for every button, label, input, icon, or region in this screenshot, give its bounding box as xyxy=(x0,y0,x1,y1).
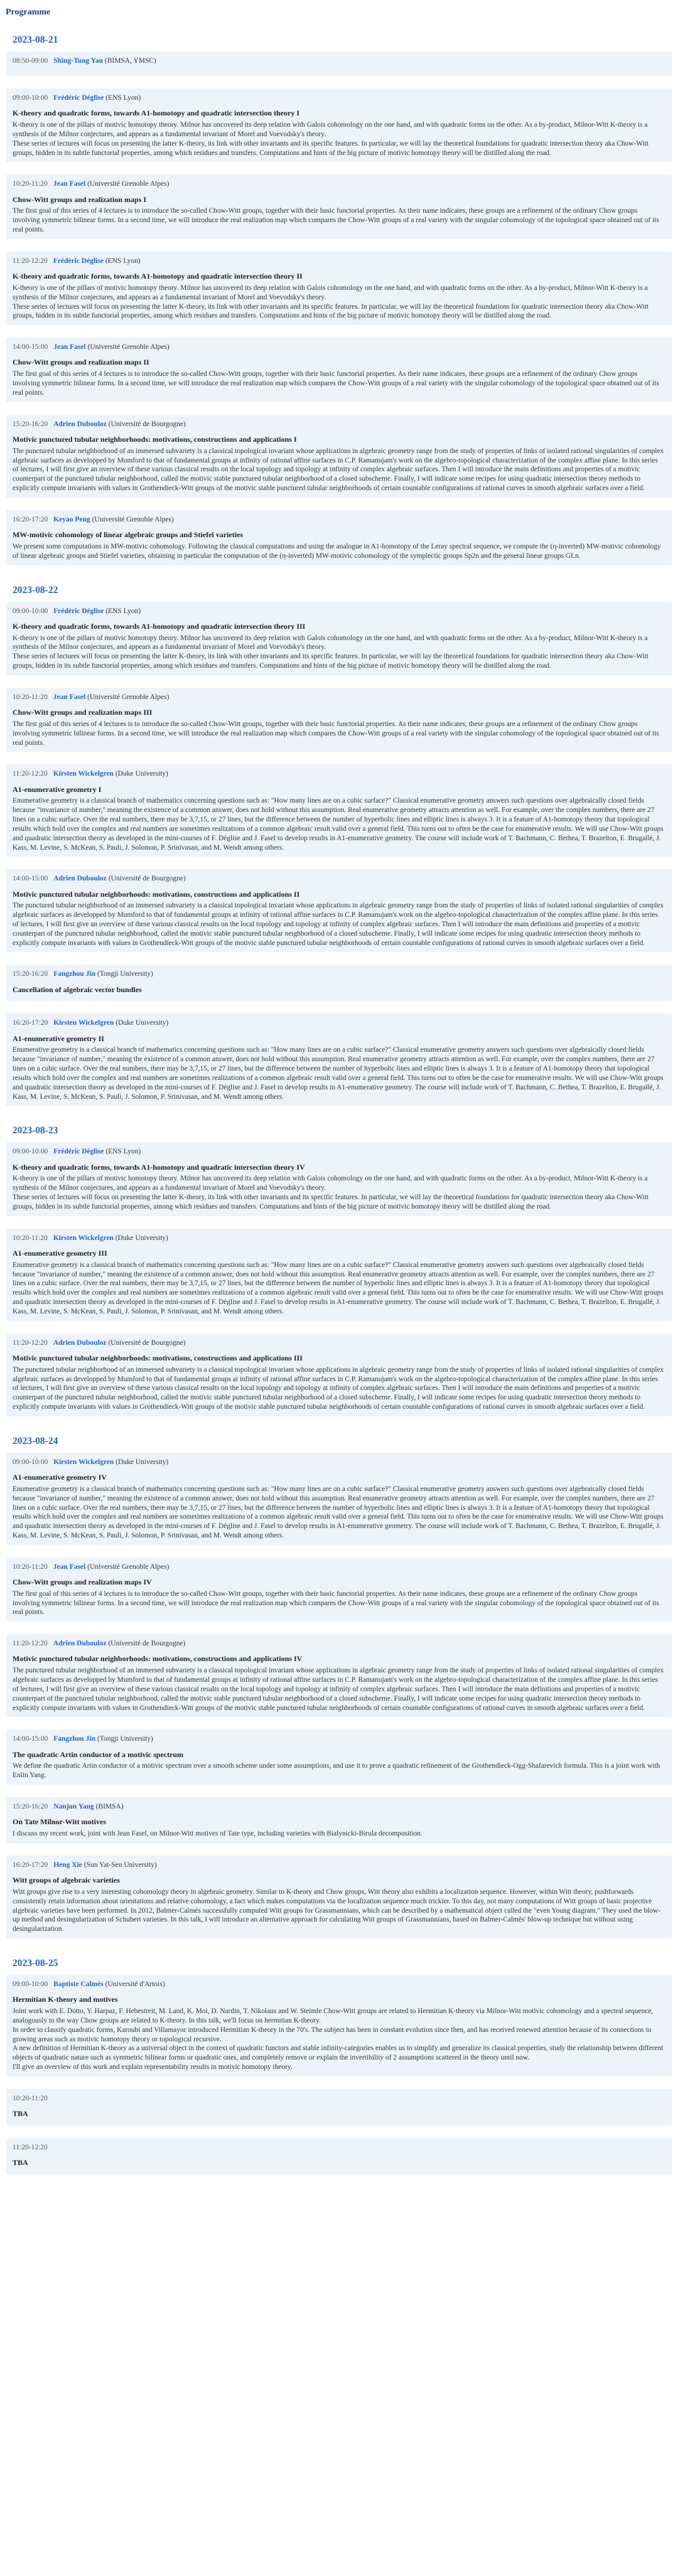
talk-entry xyxy=(6,869,672,952)
day-section xyxy=(0,34,678,565)
talk-title: On Tate Milnor-Witt motives xyxy=(13,1817,106,1827)
abstract-paragraph: The punctured tubular neighborhood of an immersed subvariety is a classical topological invariant whose applications in algebraic geometry range from the study of properties of links of isolated rational singularities of complex algebraic surfaces as developped by Mumford to that of fundamental groups at infinity of rational affine surfaces in C.P. Ramanujam's work on the algebro-topological characterization of the complex affine plane. In this series of lectures, I will first give an overview of these various classical results on the local topology and topology at infinity of complex algebraic surfaces. Then I will introduce the main definitions and properties of a motivic counterpart of the punctured tubular neighborhood, called the motivic stable punctured tubular neighborhood of a closed subscheme. Finally, I will indicate some recipes for using quadratic intersection theory methods to explicitly compute invariants with values in Grothendieck-Witt groups of the motivic stable punctured tubular neighborhoods of certain countable configurations of rational curves in smooth algebraic surfaces over a field. xyxy=(13,902,664,947)
abstract-paragraph: These series of lectures will focus on presenting the latter K-theory, its link with other invariants and its specific features. In particular, we will lay the theoretical foundations for quadratic intersection theory aka Chow-Witt groups, hidden in its subtle functorial properties, among which residues and transfers. Computations and hints of the big picture of motivic homotopy theory will be distilled along the road. xyxy=(13,302,649,320)
abstract-paragraph: The punctured tubular neighborhood of an immersed subvariety is a classical topological invariant whose applications in algebraic geometry range from the study of properties of links of isolated rational singularities of complex algebraic surfaces as developped by Mumford to that of fundamental groups at infinity of rational affine surfaces in C.P. Ramanujam's work on the algebro-topological characterization of the complex affine plane. In this series of lectures, I will first give an overview of these various classical results on the local topology and topology at infinity of complex algebraic surfaces. Then I will introduce the main definitions and properties of a motivic counterpart of the punctured tubular neighborhood, called the motivic stable punctured tubular neighborhood of a closed subscheme. Finally, I will indicate some recipes for using quadratic intersection theory methods to explicitly compute invariants with values in Grothendieck-Witt groups of the motivic stable punctured tubular neighborhoods of certain countable configurations of rational curves in smooth algebraic surfaces over a field. xyxy=(13,1667,664,1712)
speaker-name: Adrien Dubouloz xyxy=(53,875,107,883)
talk-title: Chow-Witt groups and realization maps II xyxy=(13,358,149,367)
talk-title: Motivic punctured tubular neighborhoods: motivations, constructions and applications IV xyxy=(13,1654,303,1664)
talk-entry xyxy=(6,510,672,565)
abstract-paragraph: The first goal of this series of 4 lectures is to introduce the so-called Chow-Witt groups, together with their basic functorial properties. As their name indicates, these groups are a refinement of the ordinary Chow groups involving symmetric bilinear forms. In a second time, we will introduce the real realization map which compares the Chow-Witt groups of a real variety with the singular cohomology of the topological space obtained out of its real points. xyxy=(13,370,659,397)
talk-entry xyxy=(6,1453,672,1545)
talk-time: 10:20-11:20 xyxy=(13,1234,48,1242)
talk-header xyxy=(13,874,665,884)
speaker-name: Frédéric Déglise xyxy=(53,94,104,102)
speaker-name: Fangzhou Jin xyxy=(53,970,96,978)
speaker-affiliation: (ENS Lyon) xyxy=(105,94,141,102)
talk-abstract xyxy=(13,1590,665,1617)
talk-title: Motivic punctured tubular neighborhoods: motivations, constructions and applications II xyxy=(13,889,300,899)
speaker-name: Nanjun Yang xyxy=(53,1803,94,1811)
speaker-affiliation: (ENS Lyon) xyxy=(105,1148,141,1156)
talk-header xyxy=(13,343,665,352)
talk-abstract xyxy=(13,542,665,561)
speaker-affiliation: (Tongji University) xyxy=(97,970,153,978)
abstract-paragraph: The first goal of this series of 4 lectures is to introduce the so-called Chow-Witt groups, together with their basic functorial properties. As their name indicates, these groups are a refinement of the ordinary Chow groups involving symmetric bilinear forms. In a second time, we will introduce the real realization map which compares the Chow-Witt groups of a real variety with the singular cohomology of the topological space obtained out of its real points. xyxy=(13,207,659,234)
abstract-paragraph: K-theory is one of the pillars of motivic homotopy theory. Milnor has uncovered its deep relation with Galois cohomology on the one hand, and with quadratic forms on the other. As a by-product, Milnor-Witt K-theory is a synthesis of the Milnor conjectures, and appears as a fundamental invariant of Morel and Voevodsky's theory. xyxy=(13,1175,648,1192)
talk-time: 15:20-16:20 xyxy=(13,420,48,428)
talk-title: Cancellation of algebraic vector bundles xyxy=(13,985,142,994)
abstract-paragraph: Joint work with E. Dotto, Y. Harpaz, F. Hebestreit, M. Land, K. Moi, D. Nardin, T. Nikolaus and W. Steimle Chow-Witt groups are related to Hermitian K-theory via Milnor-Witt motivic cohomology and a spectral sequence, analogously to the way Chow groups are related to K-theory. In this talk, we'll focus on hermitian K-theory. xyxy=(13,2007,654,2024)
abstract-paragraph: Enumerative geometry is a classical branch of mathematics concerning questions such as: "How many lines are on a cubic surface?" Classical enumerative geometry answers such questions over algebraically closed fields because "invariance of number," meaning the existence of a common answer, does not hold without this assumption. Real enumerative geometry attracts attention as well. For example, over the complex numbers, there are 27 lines on a cubic surface. Over the real numbers, there may be 3,7,15, or 27 lines, but the difference between the number of hyperbolic lines and elliptic lines is always 3. It is a feature of A1-homotopy theory that topological results which hold over the complex and real numbers are sometimes realizations of a common algebraic result valid over a general field. This turns out to often be the case for enumerative results. We will use Chow-Witt groups and quadratic intersection theory as developed in the mini-courses of F. Déglise and J. Fasel to develop results in A1-enumerative geometry. The course will include work of T. Bachmann, C. Bethea, T. Brazelton, E. Brugallé, J. Kass, M. Levine, S. McKean, S. Pauli, J. Solomon, P. Srinivasan, and M. Wendt among others. xyxy=(13,1046,664,1101)
talk-time: 10:20-11:20 xyxy=(13,2094,48,2102)
speaker-name: Jean Fasel xyxy=(53,693,86,701)
abstract-paragraph: These series of lectures will focus on presenting the latter K-theory, its link with other invariants and its specific features. In particular, we will lay the theoretical foundations for quadratic intersection theory aka Chow-Witt groups, hidden in its subtle functorial properties, among which residues and transfers. Computations and hints of the big picture of motivic homotopy theory will be distilled along the road. xyxy=(13,139,649,157)
talk-time: 16:20-17:20 xyxy=(13,1861,48,1869)
speaker-affiliation: (Université Grenoble Alpes) xyxy=(87,343,170,351)
talk-title: Chow-Witt groups and realization maps III xyxy=(13,708,153,717)
talk-abstract xyxy=(13,206,665,234)
talk-header xyxy=(13,420,665,429)
talk-title: Motivic punctured tubular neighborhoods: motivations, constructions and applications I xyxy=(13,434,297,444)
abstract-paragraph: Enumerative geometry is a classical branch of mathematics concerning questions such as: "How many lines are on a cubic surface?" Classical enumerative geometry answers such questions over algebraically closed fields because "invariance of number," meaning the existence of a common answer, does not hold without this assumption. Real enumerative geometry attracts attention as well. For example, over the complex numbers, there are 27 lines on a cubic surface. Over the real numbers, there may be 3,7,15, or 27 lines, but the difference between the number of hyperbolic lines and elliptic lines is always 3. It is a feature of A1-homotopy theory that topological results which hold over the complex and real numbers are sometimes realizations of a common algebraic result valid over a general field. This turns out to often be the case for enumerative results. We will use Chow-Witt groups and quadratic intersection theory as developed in the mini-courses of F. Déglise and J. Fasel to develop results in A1-enumerative geometry. The course will include work of T. Bachmann, C. Bethea, T. Brazelton, E. Brugallé, J. Kass, M. Levine, S. McKean, S. Pauli, J. Solomon, P. Srinivasan, and M. Wendt among others. xyxy=(13,1261,664,1315)
talk-abstract xyxy=(13,447,665,493)
abstract-paragraph: Enumerative geometry is a classical branch of mathematics concerning questions such as: "How many lines are on a cubic surface?" Classical enumerative geometry answers such questions over algebraically closed fields because "invariance of number," meaning the existence of a common answer, does not hold without this assumption. Real enumerative geometry attracts attention as well. For example, over the complex numbers, there are 27 lines on a cubic surface. Over the real numbers, there may be 3,7,15, or 27 lines, but the difference between the number of hyperbolic lines and elliptic lines is always 3. It is a feature of A1-homotopy theory that topological results which hold over the complex and real numbers are sometimes realizations of a common algebraic result valid over a general field. This turns out to often be the case for enumerative results. We will use Chow-Witt groups and quadratic intersection theory as developed in the mini-courses of F. Déglise and J. Fasel to develop results in A1-enumerative geometry. The course will include work of T. Bachmann, C. Bethea, T. Brazelton, E. Brugallé, J. Kass, M. Levine, S. McKean, S. Pauli, J. Solomon, P. Srinivasan, and M. Wendt among others. xyxy=(13,797,664,852)
talk-time: 15:20-16:20 xyxy=(13,970,48,978)
talk-title: Chow-Witt groups and realization maps I xyxy=(13,195,147,204)
talk-entry xyxy=(6,1729,672,1785)
talk-header xyxy=(13,1734,665,1744)
speaker-name: Keyao Peng xyxy=(53,515,90,523)
talk-entry xyxy=(6,1333,672,1416)
speaker-affiliation: (Tongji University) xyxy=(97,1735,153,1743)
talk-abstract xyxy=(13,1485,665,1541)
speaker-affiliation: (Université d'Artois) xyxy=(105,1980,165,1989)
talk-header xyxy=(13,1234,665,1243)
talk-time: 16:20-17:20 xyxy=(13,1019,48,1027)
talk-header xyxy=(13,257,665,266)
talk-time: 10:20-11:20 xyxy=(13,180,48,188)
day-section xyxy=(0,1125,678,1416)
talk-header xyxy=(13,179,665,189)
speaker-name: Kirsten Wickelgren xyxy=(53,770,114,778)
abstract-paragraph: The first goal of this series of 4 lectures is to introduce the so-called Chow-Witt groups, together with their basic functorial properties. As their name indicates, these groups are a refinement of the ordinary Chow groups involving symmetric bilinear forms. In a second time, we will introduce the real realization map which compares the Chow-Witt groups of a real variety with the singular cohomology of the topological space obtained out of its real points. xyxy=(13,720,659,747)
talk-time: 14:00-15:00 xyxy=(13,343,48,351)
speaker-name: Shing-Tung Yau xyxy=(53,57,103,65)
abstract-paragraph: I discuss my recent work, joint with Jean Fasel, on Milnor-Witt motives of Tate type, including varieties with Bialynicki-Birula decomposition. xyxy=(13,1830,422,1838)
talk-abstract xyxy=(13,1365,665,1412)
talk-time: 14:00-15:00 xyxy=(13,875,48,883)
talk-time: 10:20-11:20 xyxy=(13,1563,48,1571)
abstract-paragraph: These series of lectures will focus on presenting the latter K-theory, its link with other invariants and its specific features. In particular, we will lay the theoretical foundations for quadratic intersection theory aka Chow-Witt groups, hidden in its subtle functorial properties, among which residues and transfers. Computations and hints of the big picture of motivic homotopy theory will be distilled along the road. xyxy=(13,653,649,670)
talk-time: 10:20-11:20 xyxy=(13,693,48,701)
talk-abstract xyxy=(13,370,665,397)
speaker-name: Baptiste Calmès xyxy=(53,1980,104,1989)
speaker-affiliation: (Université de Bourgogne) xyxy=(108,1339,186,1347)
talk-title: K-theory and quadratic forms, towards A1-homotopy and quadratic intersection theory I xyxy=(13,109,299,118)
speaker-affiliation: (Université de Bourgogne) xyxy=(108,1640,186,1648)
abstract-paragraph: A new definition of Hermitian K-theory as a universal object in the context of quadratic functors and stable infinity-categories enables us to simplify and generalize its classical properties, study the relationship between different objects of quadratic nature such as symmetric bilinear forms or quadratic ones, and completely remove or explain the invertibility of 2 assumptions scattered in the theory until now. xyxy=(13,2044,664,2062)
talk-entry xyxy=(6,88,672,162)
talk-title: K-theory and quadratic forms, towards A1-homotopy and quadratic intersection theory IV xyxy=(13,1162,305,1172)
speaker-affiliation: (Université Grenoble Alpes) xyxy=(92,515,174,523)
talk-entry xyxy=(6,2138,672,2174)
talk-title: The quadratic Artin conductor of a motivic spectrum xyxy=(13,1750,184,1759)
talk-header xyxy=(13,1980,665,1989)
talk-entry xyxy=(6,1013,672,1106)
speaker-name: Frédéric Déglise xyxy=(53,607,104,615)
speaker-affiliation: (Duke University) xyxy=(116,1019,169,1027)
talk-abstract xyxy=(13,796,665,852)
talk-abstract xyxy=(13,1261,665,1317)
abstract-paragraph: In order to classify quadratic forms, Karoubi and Villamayor introduced Hermitian K-theory in the 70's. The subject has been in constant evolution since then, and has received renewed attention because of its connections to growing areas such as motivic homotopy theory or topological recursive. xyxy=(13,2026,652,2043)
abstract-paragraph: The punctured tubular neighborhood of an immersed subvariety is a classical topological invariant whose applications in algebraic geometry range from the study of properties of links of isolated rational singularities of complex algebraic surfaces as developped by Mumford to that of fundamental groups at infinity of rational affine surfaces in C.P. Ramanujam's work on the algebro-topological characterization of the complex affine plane. In this series of lectures, I will first give an overview of these various classical results on the local topology and topology at infinity of complex algebraic surfaces. Then I will introduce the main definitions and properties of a motivic counterpart of the punctured tubular neighborhood, called the motivic stable punctured tubular neighborhood of a closed subscheme. Finally, I will indicate some recipes for using quadratic intersection theory methods to explicitly compute invariants with values in Grothendieck-Witt groups of the motivic stable punctured tubular neighborhoods of certain countable configurations of rational curves in smooth algebraic surfaces over a field. xyxy=(13,1365,664,1411)
speaker-affiliation: (Université Grenoble Alpes) xyxy=(87,693,170,701)
talk-entry xyxy=(6,338,672,402)
day-section xyxy=(0,584,678,1106)
talk-title: K-theory and quadratic forms, towards A1-homotopy and quadratic intersection theory II xyxy=(13,272,303,281)
talk-entry xyxy=(6,1558,672,1622)
speaker-name: Kirsten Wickelgren xyxy=(53,1019,114,1027)
speaker-name: Frédéric Déglise xyxy=(53,1148,104,1156)
talk-entry xyxy=(6,51,672,76)
talk-entry xyxy=(6,1634,672,1717)
talk-abstract xyxy=(13,284,665,321)
speaker-affiliation: (Université de Bourgogne) xyxy=(108,420,186,428)
talk-title: Motivic punctured tubular neighborhoods: motivations, constructions and applications III xyxy=(13,1353,303,1362)
talk-time: 09:00-10:00 xyxy=(13,607,48,615)
talk-header xyxy=(13,94,665,103)
speaker-affiliation: (Duke University) xyxy=(115,1234,168,1242)
talk-time: 09:00-10:00 xyxy=(13,1458,48,1466)
speaker-affiliation: (BIMSA) xyxy=(95,1803,124,1811)
speaker-name: Kirsten Wickelgren xyxy=(53,1234,114,1242)
talk-entry xyxy=(6,252,672,325)
talk-entry xyxy=(6,1856,672,1938)
talk-title: A1-enumerative geometry IV xyxy=(13,1473,107,1482)
speaker-affiliation: (Duke University) xyxy=(115,770,168,778)
talk-abstract xyxy=(13,1829,665,1839)
talk-title: Hermitian K-theory and motives xyxy=(13,1995,118,2004)
talk-title: K-theory and quadratic forms, towards A1-homotopy and quadratic intersection theory III xyxy=(13,621,306,631)
talk-time: 09:00-10:00 xyxy=(13,1148,48,1156)
speaker-affiliation: (Sun Yat-Sen University) xyxy=(83,1861,157,1869)
talk-header xyxy=(13,2094,665,2103)
talk-time: 11:20-12:20 xyxy=(13,1339,48,1347)
talk-header xyxy=(13,1563,665,1572)
talk-header xyxy=(13,1861,665,1870)
talk-entry xyxy=(6,1797,672,1843)
talk-entry xyxy=(6,1229,672,1321)
talk-header xyxy=(13,1802,665,1812)
talk-header xyxy=(13,1339,665,1348)
abstract-paragraph: I'll give an overview of this work and explain representability results in motivic homotopy theory. xyxy=(13,2063,293,2071)
speaker-name: Jean Fasel xyxy=(53,180,86,188)
speaker-name: Fangzhou Jin xyxy=(53,1735,96,1743)
speaker-name: Adrien Dubouloz xyxy=(53,1339,107,1347)
speaker-affiliation: (Université Grenoble Alpes) xyxy=(87,1563,170,1571)
abstract-paragraph: Enumerative geometry is a classical branch of mathematics concerning questions such as: "How many lines are on a cubic surface?" Classical enumerative geometry answers such questions over algebraically closed fields because "invariance of number," meaning the existence of a common answer, does not hold without this assumption. Real enumerative geometry attracts attention as well. For example, over the complex numbers, there are 27 lines on a cubic surface. Over the real numbers, there may be 3,7,15, or 27 lines, but the difference between the number of hyperbolic lines and elliptic lines is always 3. It is a feature of A1-homotopy theory that topological results which hold over the complex and real numbers are sometimes realizations of a common algebraic result valid over a general field. This turns out to often be the case for enumerative results. We will use Chow-Witt groups and quadratic intersection theory as developed in the mini-courses of F. Déglise and J. Fasel to develop results in A1-enumerative geometry. The course will include work of T. Bachmann, C. Bethea, T. Brazelton, E. Brugallé, J. Kass, M. Levine, S. McKean, S. Pauli, J. Solomon, P. Srinivasan, and M. Wendt among others. xyxy=(13,1485,664,1539)
talk-abstract xyxy=(13,1888,665,1934)
talk-header xyxy=(13,693,665,702)
day-date: 2023-08-22 xyxy=(13,584,58,596)
day-date: 2023-08-25 xyxy=(13,1958,58,1969)
talk-header xyxy=(13,1458,665,1467)
abstract-paragraph: The first goal of this series of 4 lectures is to introduce the so-called Chow-Witt groups, together with their basic functorial properties. As their name indicates, these groups are a refinement of the ordinary Chow groups involving symmetric bilinear forms. In a second time, we will introduce the real realization map which compares the Chow-Witt groups of a real variety with the singular cohomology of the topological space obtained out of its real points. xyxy=(13,1590,659,1617)
speaker-affiliation: (ENS Lyon) xyxy=(105,257,141,265)
abstract-paragraph: Witt groups give rise to a very interesting cohomology theory in algebraic geometry. Similar to K-theory and Chow groups, Witt theory also exhibits a localization sequence. However, within Witt theory, pushforwards consistently retain information about orientations and relative cohomology, a fact which makes computations via the localization sequence much trickier. To this day, not many computations of Witt groups of basic projective algebraic varieties have been performed. In 2012, Balmer-Calmès successfully computed Witt groups for Grassmannians, which can be described by a mathematical object called the "even Young diagram." They used the blow-up method and desingularization of Schubert varieties. In this talk, I will introduce an alternative approach for calculating Witt groups of Grassmannians, based on Balmer-Calmès' blow-up technique but without using desingularization. xyxy=(13,1888,661,1933)
talk-abstract xyxy=(13,1666,665,1713)
talk-abstract xyxy=(13,2007,665,2072)
talk-entry xyxy=(6,174,672,238)
day-section xyxy=(0,1435,678,1938)
talk-abstract xyxy=(13,720,665,747)
talk-entry xyxy=(6,1142,672,1216)
programme-title: Programme xyxy=(6,8,51,17)
talk-title: A1-enumerative geometry I xyxy=(13,784,102,794)
talk-title: TBA xyxy=(13,2109,28,2119)
talk-entry xyxy=(6,602,672,675)
abstract-paragraph: K-theory is one of the pillars of motivic homotopy theory. Milnor has uncovered its deep relation with Galois cohomology on the one hand, and with quadratic forms on the other. As a by-product, Milnor-Witt K-theory is a synthesis of the Milnor conjectures, and appears as a fundamental invariant of Morel and Voevodsky's theory. xyxy=(13,284,648,301)
talk-entry xyxy=(6,415,672,498)
talk-abstract xyxy=(13,1045,665,1101)
day-date: 2023-08-24 xyxy=(13,1435,58,1446)
talk-title: Chow-Witt groups and realization maps IV xyxy=(13,1578,152,1586)
abstract-paragraph: K-theory is one of the pillars of motivic homotopy theory. Milnor has uncovered its deep relation with Galois cohomology on the one hand, and with quadratic forms on the other. As a by-product, Milnor-Witt K-theory is a synthesis of the Milnor conjectures, and appears as a fundamental invariant of Morel and Voevodsky's theory. xyxy=(13,634,648,651)
abstract-paragraph: We present some computations in MW-motivic cohomology. Following the classical computations and using the analogue in A1-homotopy of the Leray spectral sequence, we compute the (η-inverted) MW-motivic cohomology of linear algebraic groups and Stiefel varieties, obtaining in particular the computation of the (η-inverted) MW-motivic cohomology of the symplectic groups Sp2n and the general linear groups GLn. xyxy=(13,542,661,560)
speaker-name: Adrien Dubouloz xyxy=(53,1640,107,1648)
speaker-name: Jean Fasel xyxy=(53,1563,86,1571)
talk-time: 15:20-16:20 xyxy=(13,1803,48,1811)
speaker-affiliation: (Université de Bourgogne) xyxy=(108,875,186,883)
talk-entry xyxy=(6,1975,672,2076)
talk-abstract xyxy=(13,1761,665,1780)
speaker-affiliation: (BIMSA, YMSC) xyxy=(104,57,156,65)
abstract-paragraph: The punctured tubular neighborhood of an immersed subvariety is a classical topological invariant whose applications in algebraic geometry range from the study of properties of links of isolated rational singularities of complex algebraic surfaces as developped by Mumford to that of fundamental groups at infinity of rational affine surfaces in C.P. Ramanujam's work on the algebro-topological characterization of the complex affine plane. In this series of lectures, I will first give an overview of these various classical results on the local topology and topology at infinity of complex algebraic surfaces. Then I will introduce the main definitions and properties of a motivic counterpart of the punctured tubular neighborhood, called the motivic stable punctured tubular neighborhood of a closed subscheme. Finally, I will indicate some recipes for using quadratic intersection theory methods to explicitly compute invariants with values in Grothendieck-Witt groups of the motivic stable punctured tubular neighborhoods of certain countable configurations of rational curves in smooth algebraic surfaces over a field. xyxy=(13,447,664,493)
talk-time: 11:20-12:20 xyxy=(13,2143,48,2151)
speaker-name: Jean Fasel xyxy=(53,343,86,351)
talk-header xyxy=(13,769,665,779)
talk-header xyxy=(13,1147,665,1157)
talk-time: 16:20-17:20 xyxy=(13,515,48,523)
talk-title: Witt groups of algebraic varieties xyxy=(13,1876,120,1885)
speaker-name: Frédéric Déglise xyxy=(53,257,104,265)
programme-days xyxy=(0,34,678,2174)
talk-header xyxy=(13,970,665,979)
talk-time: 11:20-12:20 xyxy=(13,770,48,778)
talk-time: 11:20-12:20 xyxy=(13,257,48,265)
talk-abstract xyxy=(13,901,665,948)
speaker-affiliation: (ENS Lyon) xyxy=(105,607,141,615)
talk-abstract xyxy=(13,120,665,158)
abstract-paragraph: These series of lectures will focus on presenting the latter K-theory, its link with other invariants and its specific features. In particular, we will lay the theoretical foundations for quadratic intersection theory aka Chow-Witt groups, hidden in its subtle functorial properties, among which residues and transfers. Computations and hints of the big picture of motivic homotopy theory will be distilled along the road. xyxy=(13,1194,649,1211)
talk-header xyxy=(13,2143,665,2152)
speaker-name: Kirsten Wickelgren xyxy=(53,1458,114,1466)
talk-header xyxy=(13,515,665,525)
talk-header xyxy=(13,56,665,66)
talk-entry xyxy=(6,2089,672,2125)
talk-header xyxy=(13,1639,665,1649)
speaker-affiliation: (Université Grenoble Alpes) xyxy=(87,180,170,188)
day-section xyxy=(0,1957,678,2174)
speaker-affiliation: (Duke University) xyxy=(116,1458,169,1466)
talk-time: 11:20-12:20 xyxy=(13,1640,48,1648)
speaker-name: Adrien Dubouloz xyxy=(53,420,107,428)
talk-entry xyxy=(6,688,672,752)
abstract-paragraph: We define the quadratic Artin conductor of a motivic spectrum over a smooth scheme under some assumptions, and use it to prove a quadratic refinement of the Grothendieck-Ogg-Shafarevich formula. This is a joint work with Enlin Yang. xyxy=(13,1762,660,1780)
talk-title: A1-enumerative geometry III xyxy=(13,1248,107,1258)
talk-time: 14:00-15:00 xyxy=(13,1735,48,1743)
talk-header xyxy=(13,607,665,616)
talk-header xyxy=(13,1018,665,1028)
talk-abstract xyxy=(13,1174,665,1211)
talk-time: 09:00-10:00 xyxy=(13,1980,48,1989)
speaker-name: Heng Xie xyxy=(53,1861,82,1869)
talk-time: 09:00-10:00 xyxy=(13,94,48,102)
day-date: 2023-08-21 xyxy=(13,35,58,45)
talk-time: 08:50-09:00 xyxy=(13,57,48,65)
talk-entry xyxy=(6,965,672,1001)
talk-abstract xyxy=(13,634,665,671)
talk-title: TBA xyxy=(13,2158,28,2167)
day-date: 2023-08-23 xyxy=(13,1125,58,1136)
talk-title: A1-enumerative geometry II xyxy=(13,1034,104,1043)
talk-entry xyxy=(6,764,672,857)
abstract-paragraph: K-theory is one of the pillars of motivic homotopy theory. Milnor has uncovered its deep relation with Galois cohomology on the one hand, and with quadratic forms on the other. As a by-product, Milnor-Witt K-theory is a synthesis of the Milnor conjectures, and appears as a fundamental invariant of Morel and Voevodsky's theory. xyxy=(13,121,648,138)
talk-title: MW-motivic cohomology of linear algebraic groups and Stiefel varieties xyxy=(13,530,244,540)
